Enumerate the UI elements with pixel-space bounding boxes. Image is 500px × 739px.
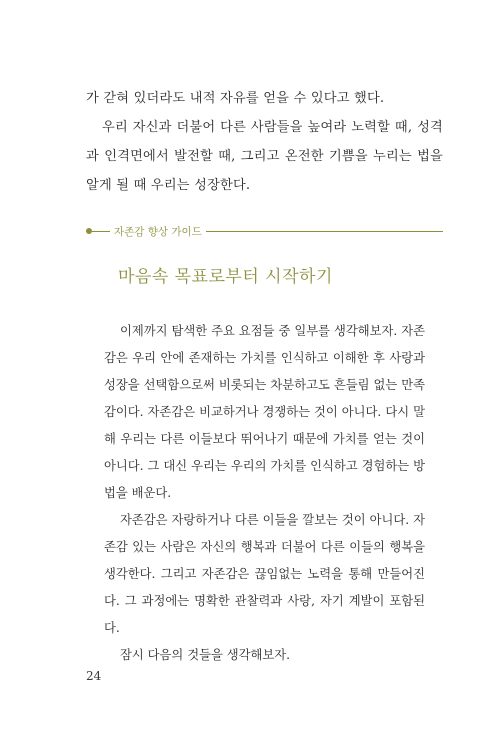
guide-label: 자존감 향상 가이드: [114, 225, 202, 238]
guide-lead-line: [92, 231, 110, 232]
section-title: 마음속 목표로부터 시작하기: [118, 267, 333, 287]
intro-paragraph-2: 우리 자신과 더불어 다른 사람들을 높여라 노력할 때, 성격과 인격면에서 발전할 때, 그리고 온전한 기쁨을 누리는 법을 알게 될 때 우리는 성장한다.: [86, 120, 443, 193]
section-paragraph-3: 잠시 다음의 것들을 생각해보자.: [120, 648, 291, 662]
guide-rule: [206, 231, 443, 232]
intro-text: [86, 84, 443, 200]
page-number: 24: [86, 669, 102, 683]
section-paragraph-2: 자존감은 자랑하거나 다른 이들을 깔보는 것이 아니다. 자존감 있는 사람은 자신의 행복과 더불어 다른 이들의 행복을 생각한다. 그리고 자존감은 끊임없는 노력을 통해 만들어진다. 그 과정에는 명확한 관찰력과 사랑, 자기 계발이 포함된다.: [104, 513, 425, 635]
section-guide-header: [86, 222, 443, 240]
intro-paragraph-1: 가 갇혀 있더라도 내적 자유를 얻을 수 있다고 했다.: [86, 91, 385, 106]
section-paragraph-1: 이제까지 탐색한 주요 요점들 중 일부를 생각해보자. 자존감은 우리 안에 존재하는 가치를 인식하고 이해한 후 사랑과 성장을 선택함으로써 비롯되는 차분하고도 흔들림 없는 만족감이다. 자존감은 비교하거나 경쟁하는 것이 아니다. 다시 말해 우리는 다른 이들보다 뛰어나기 때문에 가치를 얻는 것이 아니다. 그 대신 우리는 우리의 가치를 인식하고 경험하는 방법을 배운다.: [104, 324, 425, 500]
section-body: [104, 318, 425, 669]
